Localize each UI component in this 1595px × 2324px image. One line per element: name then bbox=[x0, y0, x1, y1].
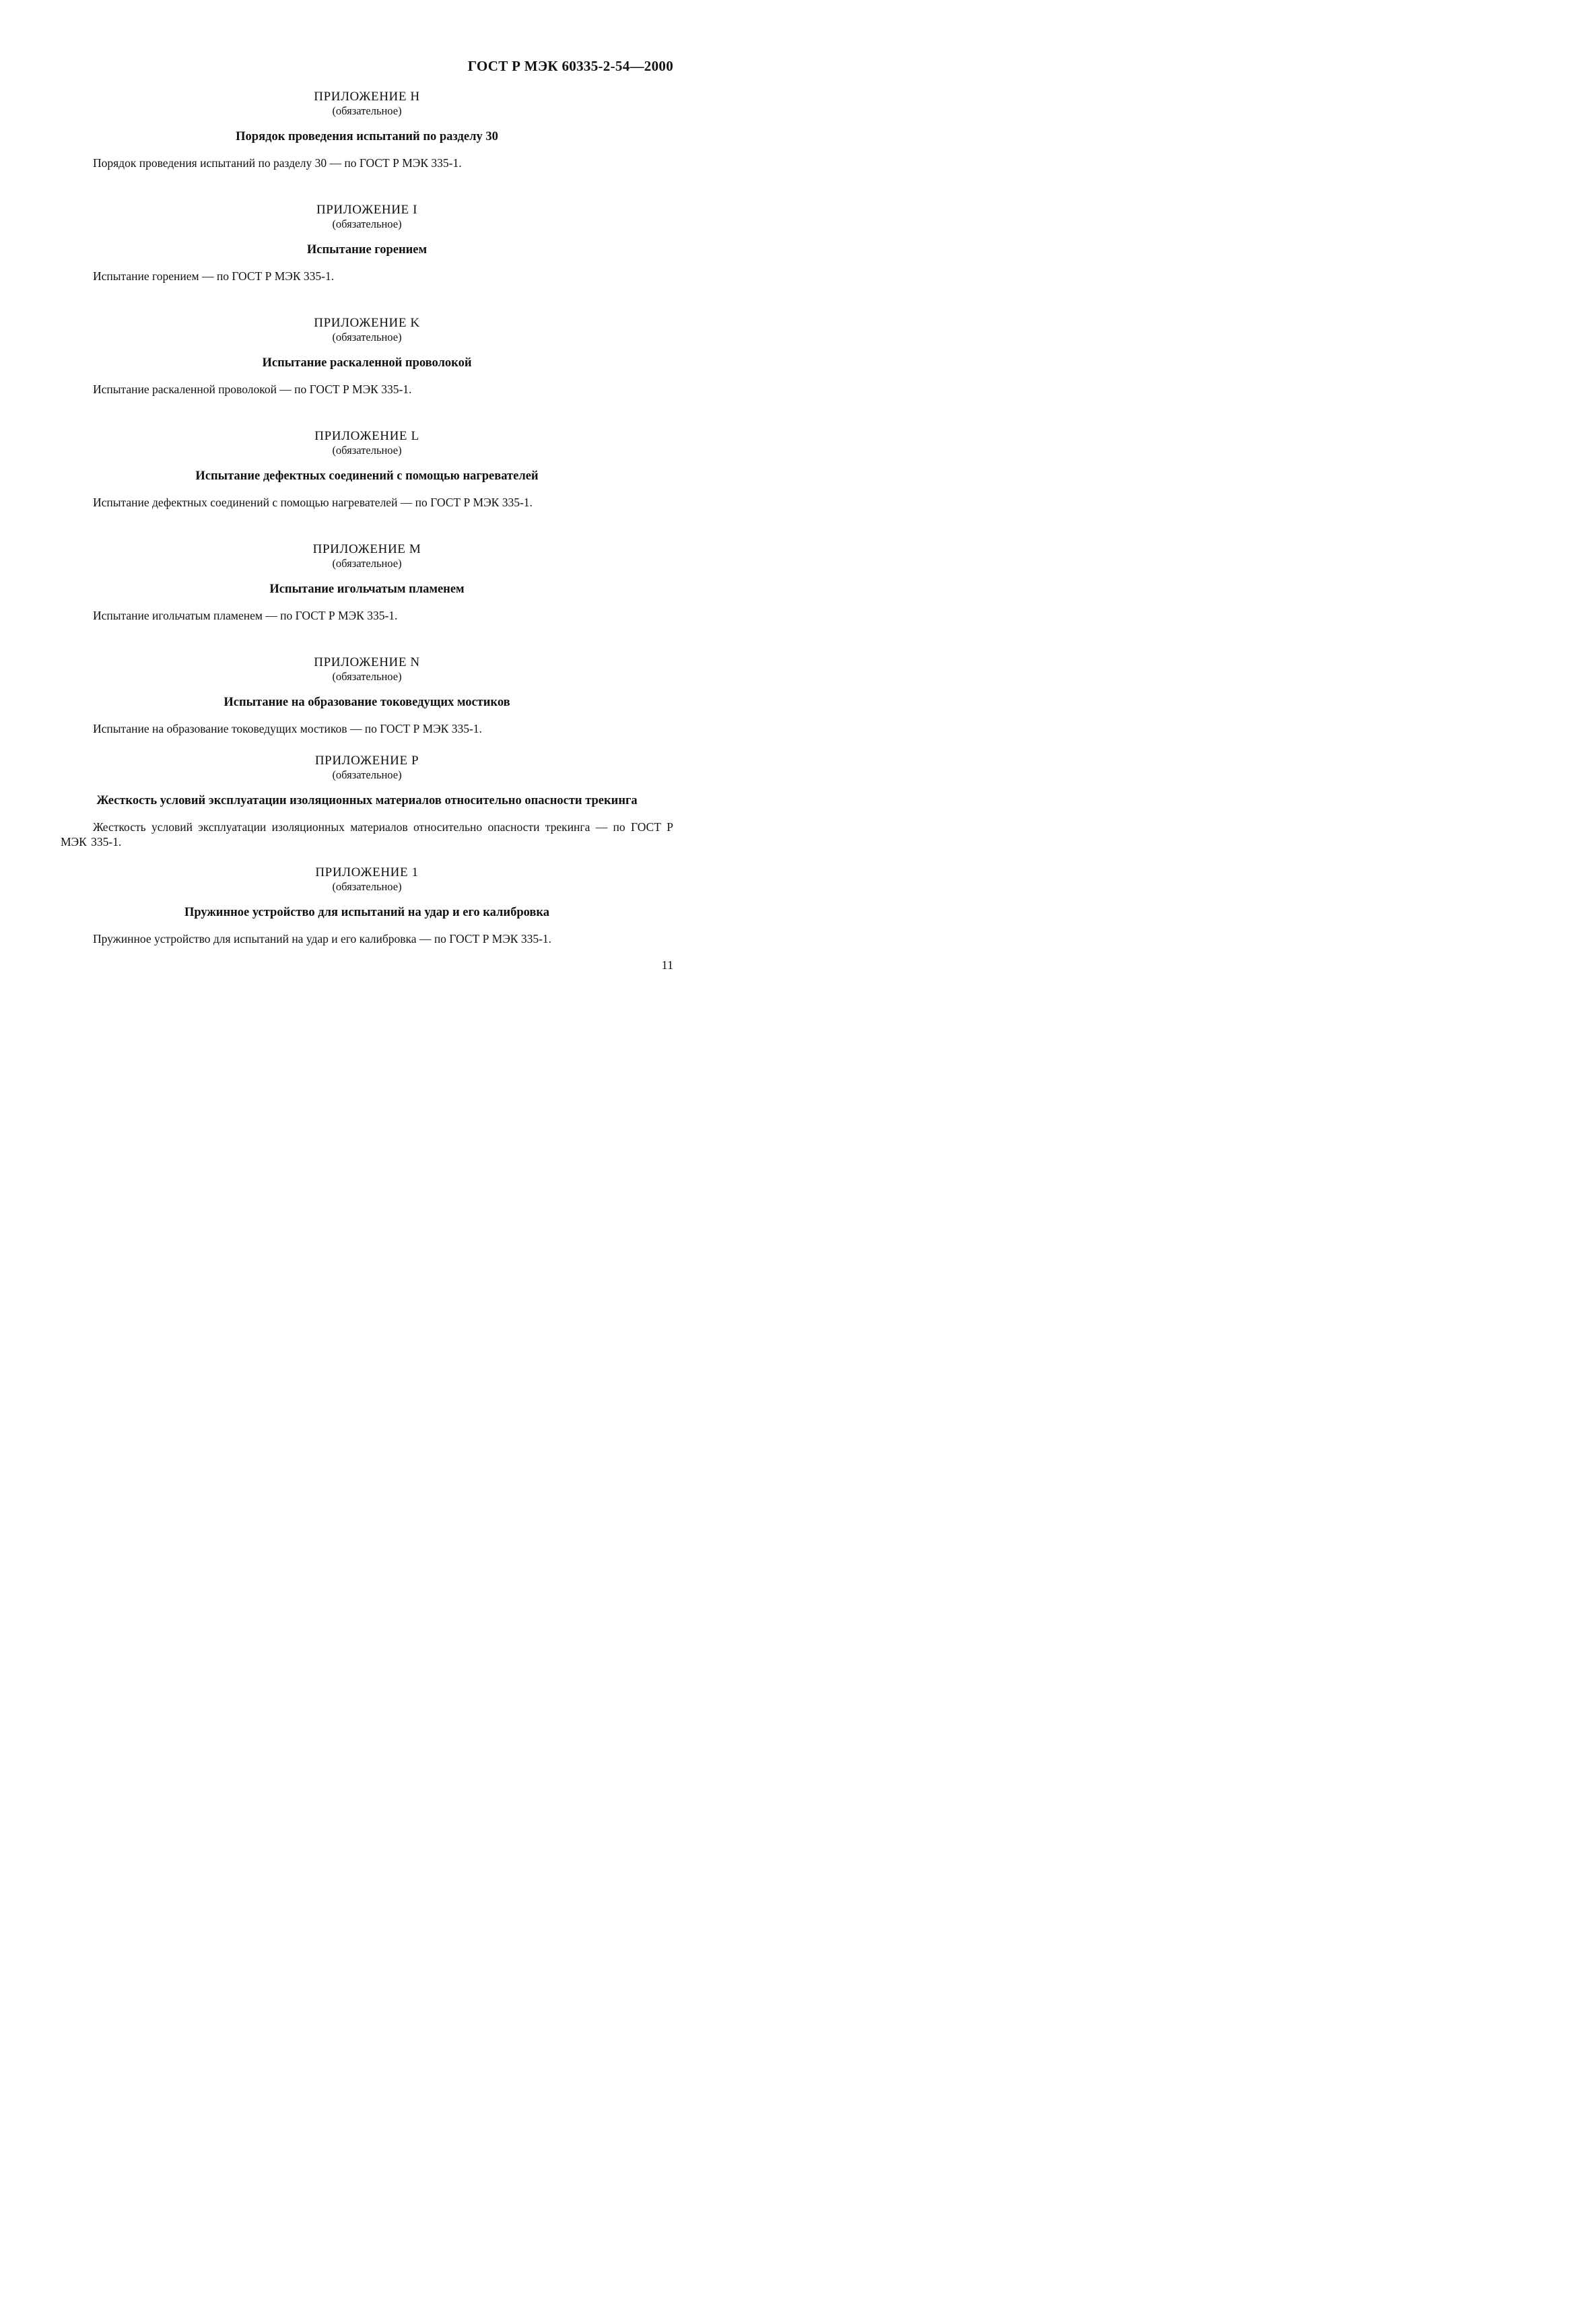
annex-m bbox=[61, 542, 673, 623]
annex-body: Испытание на образование токоведущих мостиков — по ГОСТ Р МЭК 335-1. bbox=[93, 722, 482, 735]
annex-p bbox=[61, 754, 673, 849]
annex-body: Жесткость условий эксплуатации изоляционных материалов относительно опасности трекинга — по ГОСТ Р МЭК 335-1. bbox=[61, 820, 673, 849]
annex-k bbox=[61, 316, 673, 397]
annex-title: ПРИЛОЖЕНИЕ K bbox=[314, 316, 420, 330]
annex-status: (обязательное) bbox=[332, 218, 402, 230]
annex-body: Испытание дефектных соединений с помощью нагревателей — по ГОСТ Р МЭК 335-1. bbox=[93, 496, 533, 509]
annex-body: Испытание горением — по ГОСТ Р МЭК 335-1. bbox=[93, 269, 335, 283]
annex-title: ПРИЛОЖЕНИЕ L bbox=[314, 429, 419, 443]
annex-body: Испытание раскаленной проволокой — по ГОСТ Р МЭК 335-1. bbox=[93, 383, 412, 396]
annex-status: (обязательное) bbox=[332, 670, 402, 683]
annex-body: Пружинное устройство для испытаний на удар и его калибровка — по ГОСТ Р МЭК 335-1. bbox=[93, 932, 552, 945]
annex-1 bbox=[61, 865, 673, 946]
annex-title: ПРИЛОЖЕНИЕ P bbox=[314, 754, 419, 768]
annex-heading: Испытание горением bbox=[306, 243, 428, 257]
document-header: ГОСТ Р МЭК 60335-2-54—2000 bbox=[467, 58, 673, 74]
annex-status: (обязательное) bbox=[332, 880, 402, 893]
annex-heading: Испытание игольчатым пламенем bbox=[269, 583, 465, 596]
annex-title: ПРИЛОЖЕНИЕ M bbox=[312, 542, 421, 556]
annex-title: ПРИЛОЖЕНИЕ I bbox=[316, 203, 418, 217]
annex-heading: Порядок проведения испытаний по разделу 30 bbox=[236, 130, 498, 143]
annex-status: (обязательное) bbox=[332, 331, 402, 343]
annex-status: (обязательное) bbox=[332, 104, 402, 117]
annex-title: ПРИЛОЖЕНИЕ N bbox=[314, 655, 420, 669]
annex-heading: Испытание раскаленной проволокой bbox=[262, 356, 472, 370]
annex-heading: Испытание на образование токоведущих мостиков bbox=[224, 696, 510, 709]
annex-title: ПРИЛОЖЕНИЕ 1 bbox=[315, 865, 419, 879]
annex-heading: Жесткость условий эксплуатации изоляционных материалов относительно опасности трекинга bbox=[96, 794, 638, 807]
annex-status: (обязательное) bbox=[332, 444, 402, 457]
annex-status: (обязательное) bbox=[332, 557, 402, 570]
annex-title: ПРИЛОЖЕНИЕ H bbox=[314, 90, 420, 104]
annex-h bbox=[61, 90, 673, 170]
annex-heading: Испытание дефектных соединений с помощью нагревателей bbox=[195, 469, 539, 483]
annex-i bbox=[61, 203, 673, 284]
annex-heading: Пружинное устройство для испытаний на удар и его калибровка bbox=[184, 906, 550, 919]
annex-status: (обязательное) bbox=[332, 768, 402, 781]
annex-l bbox=[61, 429, 673, 510]
page-number: 11 bbox=[661, 958, 673, 972]
annex-body: Порядок проведения испытаний по разделу 30 — по ГОСТ Р МЭК 335-1. bbox=[93, 156, 462, 170]
annex-n bbox=[61, 655, 673, 736]
annex-body: Испытание игольчатым пламенем — по ГОСТ Р МЭК 335-1. bbox=[93, 609, 398, 622]
